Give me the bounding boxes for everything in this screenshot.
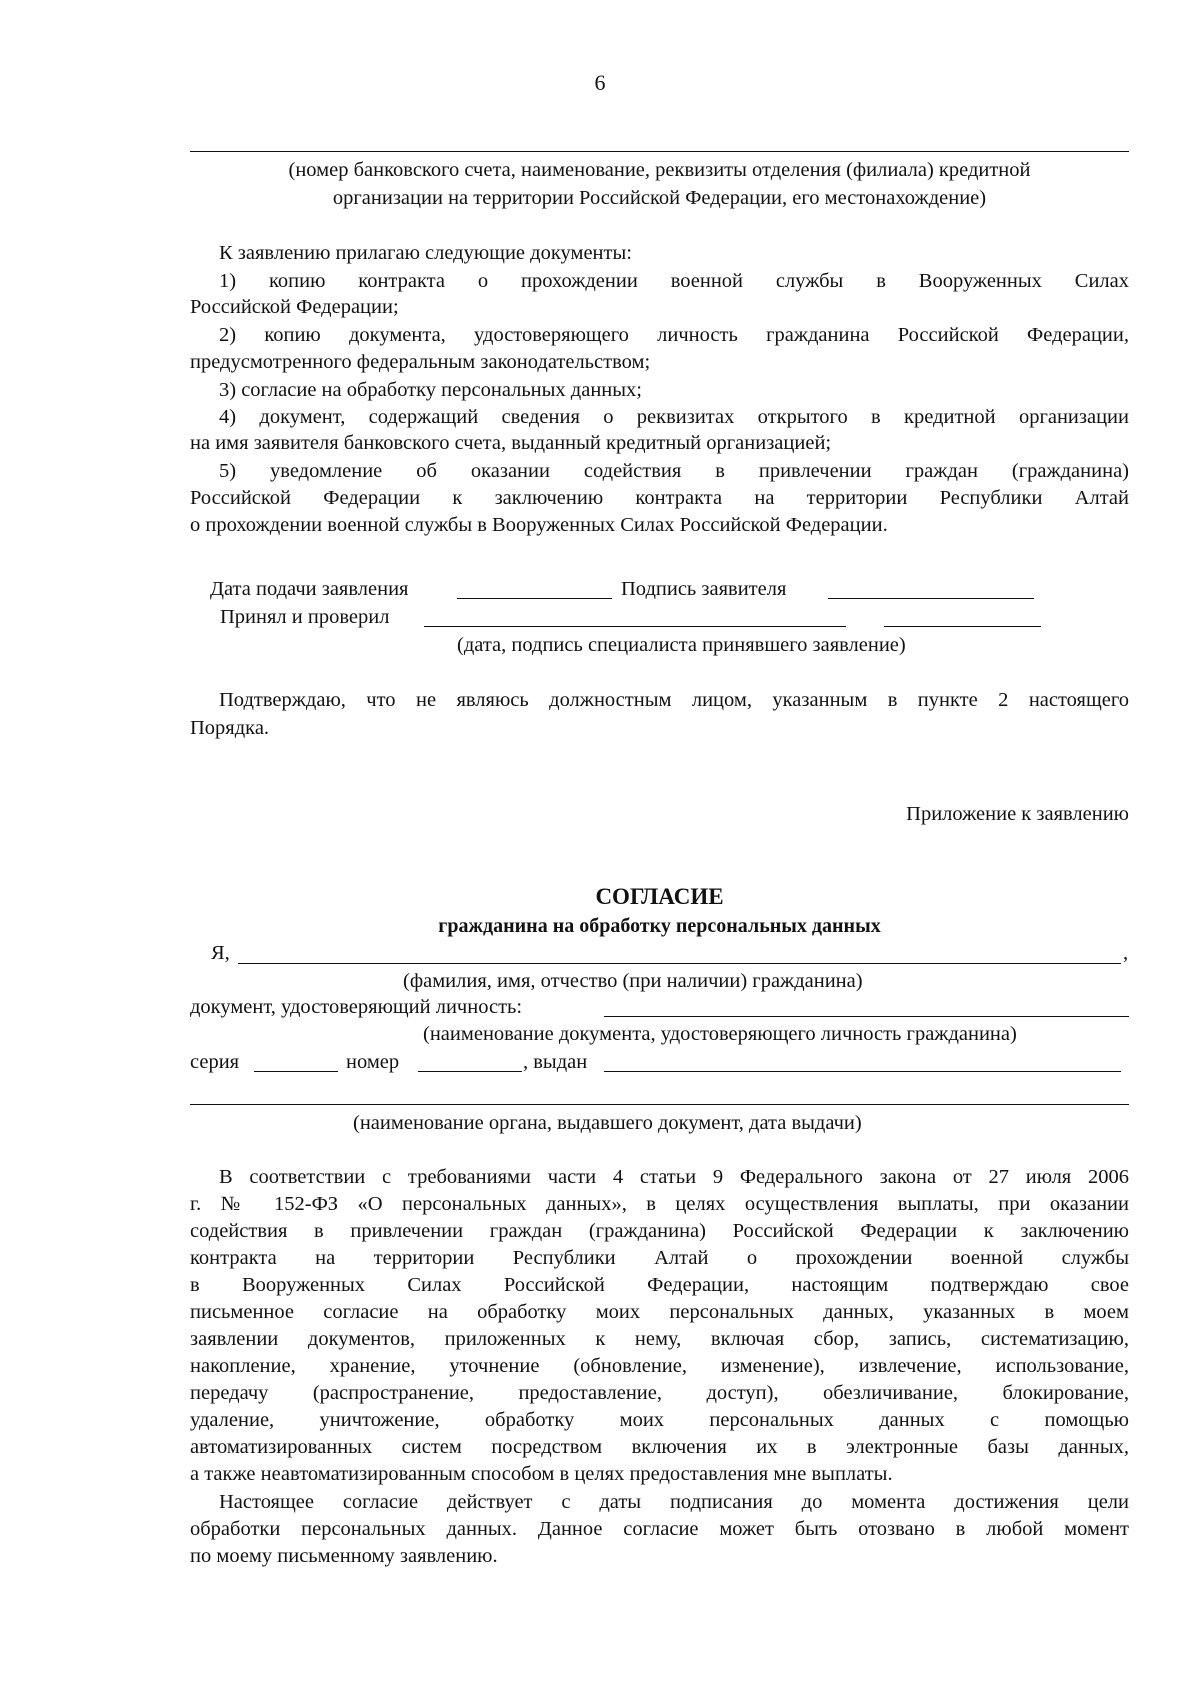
consent-para1-line6: письменное согласие на обработку моих персональных данных, указанных в моем [190,1301,1129,1323]
consent-para1-line2: г. № 152-ФЗ «О персональных данных», в целях осуществления выплаты, при оказании [190,1193,1129,1215]
issued-label: , выдан [523,1051,588,1073]
number-label: номер [346,1051,400,1073]
consent-para2-line2: обработки персональных данных. Данное согласие может быть отозвано в любой момент [190,1518,1129,1540]
specialist-caption: (дата, подпись специалиста принявшего заявление) [457,634,906,656]
specialist-date-signature-line[interactable] [424,626,846,627]
consent-para1-line8: накопление, хранение, уточнение (обновление, изменение), извлечение, использование, [190,1355,1129,1377]
consent-para1-line7: заявлении документов, приложенных к нему, включая сбор, запись, систематизацию, [190,1328,1129,1350]
issuer-field-line[interactable] [190,1104,1129,1105]
accepted-checked-label: Принял и проверил [220,606,390,628]
consent-para1-line4: контракта на территории Республики Алтай о прохождении военной службы [190,1247,1129,1269]
number-field-line[interactable] [418,1071,522,1072]
attachment-item-4-line-1: 4) документ, содержащий сведения о реквизитах открытого в кредитной организации [219,406,1129,428]
i-label: Я, [211,942,230,964]
confirmation-line-1: Подтверждаю, что не являюсь должностным лицом, указанным в пункте 2 настоящего [219,689,1129,711]
submission-date-label: Дата подачи заявления [210,578,409,600]
attachment-item-5-line-3: о прохождении военной службы в Вооруженных Силах Российской Федерации. [190,514,888,536]
consent-para1-line12: а также неавтоматизированным способом в целях предоставления мне выплаты. [190,1463,893,1485]
consent-title: СОГЛАСИЕ [595,884,724,909]
appendix-label: Приложение к заявлению [906,803,1129,825]
attachment-item-2-line-1: 2) копию документа, удостоверяющего личность гражданина Российской Федерации, [219,324,1129,346]
series-field-line[interactable] [254,1071,338,1072]
consent-para1-line11: автоматизированных систем посредством включения их в электронные базы данных, [190,1436,1129,1458]
attachment-item-5-line-2: Российской Федерации к заключению контракта на территории Республики Алтай [190,487,1129,509]
bank-caption-line-1: (номер банковского счета, наименование, реквизиты отделения (филиала) кредитной [288,159,1031,181]
consent-para1-line9: передачу (распространение, предоставление, доступ), обезличивание, блокирование, [190,1382,1129,1404]
confirmation-line-2: Порядка. [190,717,270,739]
consent-para1-line1: В соответствии с требованиями части 4 статьи 9 Федерального закона от 27 июля 2006 [219,1166,1129,1188]
bank-account-field-line [190,151,1129,152]
consent-para1-line5: в Вооруженных Силах Российской Федерации, настоящим подтверждаю свое [190,1274,1129,1296]
attachment-item-4-line-2: на имя заявителя банковского счета, выданный кредитный организацией; [190,432,832,454]
specialist-extra-signature-line[interactable] [884,626,1041,627]
identity-document-line[interactable] [604,1016,1129,1017]
attachment-item-3: 3) согласие на обработку персональных данных; [219,379,642,401]
attachment-item-1-line-1: 1) копию контракта о прохождении военной службы в Вооруженных Силах [219,270,1129,292]
consent-subtitle: гражданина на обработку персональных данных [438,915,881,937]
series-label: серия [190,1051,240,1073]
attachment-item-5-line-1: 5) уведомление об оказании содействия в привлечении граждан (гражданина) [219,460,1129,482]
consent-para1-line10: удаление, уничтожение, обработку моих персональных данных с помощью [190,1409,1129,1431]
attachments-intro: К заявлению прилагаю следующие документы: [219,242,632,264]
citizen-name-line[interactable] [238,963,1121,964]
issuer-caption: (наименование органа, выдавшего документ, дата выдачи) [353,1112,862,1134]
issued-field-line[interactable] [604,1071,1121,1072]
consent-para2-line3: по моему письменному заявлению. [190,1545,498,1567]
submission-date-line[interactable] [457,598,612,599]
bank-caption-line-2: организации на территории Российской Федерации, его местонахождение) [332,187,987,209]
applicant-signature-line[interactable] [828,598,1034,599]
page-number: 6 [594,70,606,95]
attachment-item-1-line-2: Российской Федерации; [190,296,399,318]
name-line-comma: , [1123,942,1129,964]
applicant-signature-label: Подпись заявителя [621,578,787,600]
citizen-name-caption: (фамилия, имя, отчество (при наличии) гражданина) [403,970,863,992]
attachment-item-2-line-2: предусмотренного федеральным законодательством; [190,351,651,373]
consent-para1-line3: содействия в привлечении граждан (гражданина) Российской Федерации к заключению [190,1220,1129,1242]
identity-document-label: документ, удостоверяющий личность: [190,996,523,1018]
consent-para2-line1: Настоящее согласие действует с даты подписания до момента достижения цели [219,1491,1129,1513]
identity-document-caption: (наименование документа, удостоверяющего личность гражданина) [423,1023,1017,1045]
